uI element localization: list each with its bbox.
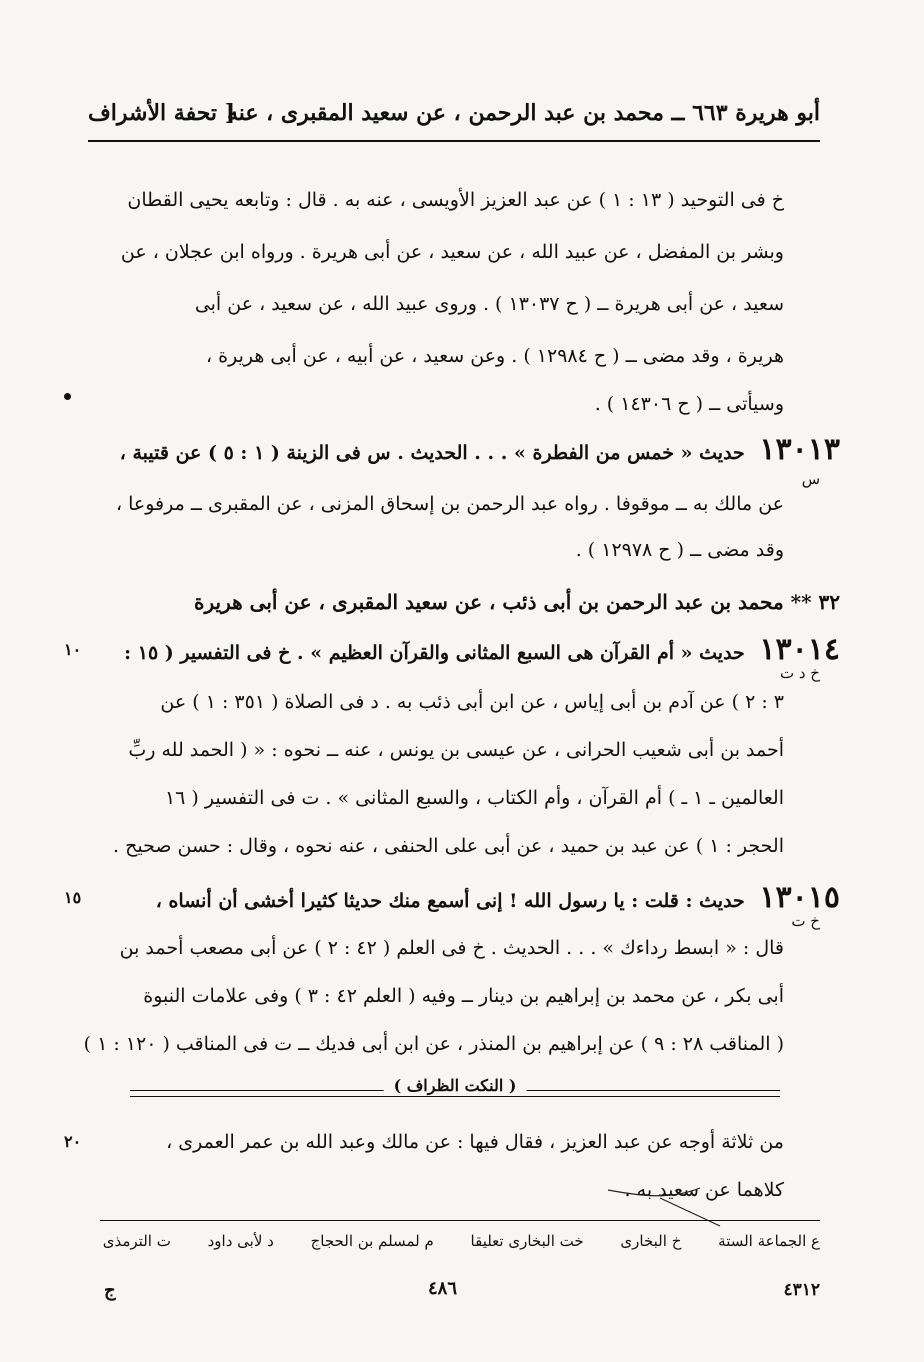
hadith-number: ١٣٠١٤ <box>759 632 840 667</box>
abbreviation: ع الجماعة الستة <box>718 1232 820 1250</box>
running-head-right: أبو هريرة ٦٦٣ ــ محمد بن عبد الرحمن ، عن سعيد المقبرى ، عنه <box>226 100 820 126</box>
hadith-13015-siglum: خ ت <box>791 912 820 930</box>
signature-code: ٤٣١٢ <box>783 1280 820 1300</box>
body-line: أبى بكر ، عن محمد بن إبراهيم بن دينار ــ وفيه ( العلم ٤٢ : ٣ ) وفى علامات النبوة <box>143 985 784 1007</box>
margin-line-number: ١٥ <box>64 888 82 907</box>
abbreviation: د لأبى داود <box>207 1232 274 1250</box>
signature-letter: ج <box>104 1280 116 1301</box>
abbreviation: ت الترمذى <box>102 1232 171 1250</box>
nukat-divider <box>130 1076 780 1102</box>
abbreviation-key <box>92 1232 820 1262</box>
body-line: هريرة ، وقد مضى ــ ( ح ١٢٩٨٤ ) . وعن سعيد ، عن أبيه ، عن أبى هريرة ، <box>205 345 784 367</box>
body-line: ( المناقب ٢٨ : ٩ ) عن إبراهيم بن المنذر ، عن ابن أبى فديك ــ ت فى المناقب ( ١٢٠ : ١ ) <box>83 1033 784 1055</box>
running-head <box>88 96 820 136</box>
body-line: أحمد بن أبى شعيب الحرانى ، عن عيسى بن يونس ، عنه ــ نحوه : « ( الحمد لله ربِّ <box>128 739 784 761</box>
section-heading: ٣٢ ** محمد بن عبد الرحمن بن أبى ذئب ، عن سعيد المقبرى ، عن أبى هريرة <box>194 590 840 614</box>
body-line: وقد مضى ــ ( ح ١٢٩٧٨ ) . <box>575 539 784 561</box>
abbreviation: م لمسلم بن الحجاج <box>310 1232 434 1250</box>
nukat-label: ( النكت الظراف ) <box>384 1076 527 1095</box>
body-line: ٣ : ٢ ) عن آدم بن أبى إياس ، عن ابن أبى ذئب به . د فى الصلاة ( ٣٥١ : ١ ) عن <box>160 691 784 713</box>
divider-rule <box>130 1096 780 1097</box>
body-line: وسيأتى ــ ( ح ١٤٣٠٦ ) . <box>594 393 784 415</box>
body-line: سعيد ، عن أبى هريرة ــ ( ح ١٣٠٣٧ ) . وروى عبيد الله ، عن سعيد ، عن أبى <box>194 293 784 315</box>
body-line: خ فى التوحيد ( ١٣ : ١ ) عن عبد العزيز الأويسى ، عنه به . قال : وتابعه يحيى القطان <box>127 189 784 211</box>
hadith-text: حديث « أم القرآن هى السبع المثانى والقرآن العظيم » . خ فى التفسير ( ١٥ : <box>124 642 745 664</box>
footer-rule <box>100 1220 820 1221</box>
running-head-left: [ تحفة الأشراف <box>88 100 236 126</box>
hadith-number: ١٣٠١٣ <box>759 432 840 467</box>
body-line: عن مالك به ــ موقوفا . رواه عبد الرحمن بن إسحاق المزنى ، عن المقبرى ــ مرفوعا ، <box>115 493 784 515</box>
hadith-text: حديث « خمس من الفطرة » . . . الحديث . س فى الزينة ( ١ : ٥ ) عن قتيبة ، <box>119 442 745 464</box>
pencil-mark <box>600 1178 730 1230</box>
hadith-13014-line <box>120 630 840 670</box>
hadith-13013-siglum: س <box>801 470 820 488</box>
page-number: ٤٨٦ <box>428 1278 458 1299</box>
body-line: قال : « ابسط رداءك » . . . الحديث . خ فى العلم ( ٤٢ : ٢ ) عن أبى مصعب أحمد بن <box>119 937 784 959</box>
hadith-number: ١٣٠١٥ <box>759 880 840 915</box>
abbreviation: خت البخارى تعليقا <box>470 1232 584 1250</box>
hadith-text: حديث : قلت : يا رسول الله ! إنى أسمع منك حديثا كثيرا أخشى أن أنساه ، <box>155 890 745 912</box>
body-line: العالمين ـ ١ ـ ) أم القرآن ، وأم الكتاب ، والسبع المثانى » . ت فى التفسير ( ١٦ <box>164 787 784 809</box>
nukat-line: كلاهما عن سعيد به . <box>624 1179 784 1201</box>
nukat-line: من ثلاثة أوجه عن عبد العزيز ، فقال فيها : عن مالك وعبد الله بن عمر العمرى ، <box>166 1131 784 1153</box>
hadith-13013-line <box>88 430 840 470</box>
hadith-13014-siglum: خ د ت <box>779 664 820 682</box>
margin-line-number: ١٠ <box>64 640 82 659</box>
margin-line-number: ٢٠ <box>64 1132 82 1151</box>
margin-bullet <box>64 393 71 400</box>
hadith-13015-line <box>120 878 840 918</box>
header-rule <box>88 140 820 142</box>
abbreviation: خ البخارى <box>620 1232 682 1250</box>
body-line: الحجر : ١ ) عن عبد بن حميد ، عن أبى على الحنفى ، عنه نحوه ، وقال : حسن صحيح . <box>113 835 784 857</box>
body-line: وبشر بن المفضل ، عن عبيد الله ، عن سعيد ، عن أبى هريرة . ورواه ابن عجلان ، عن <box>120 241 784 263</box>
